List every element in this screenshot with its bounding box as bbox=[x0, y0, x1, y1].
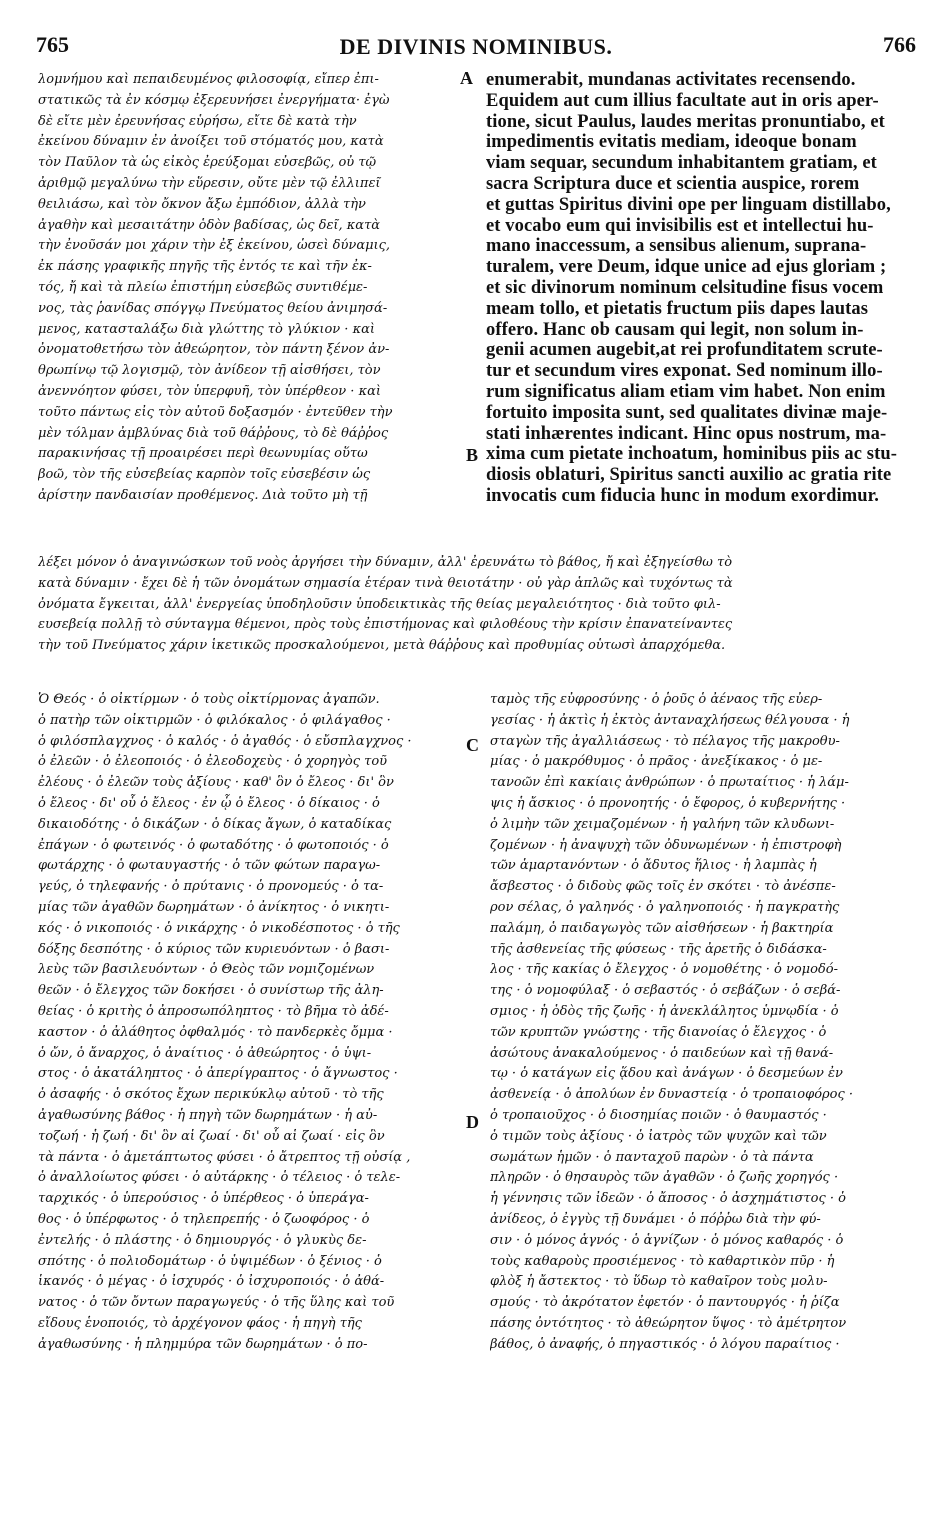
greek-line: μίας τῶν ἀγαθῶν δωρημάτων · ὁ ἀνίκητος · ὁ νικητι- bbox=[38, 899, 390, 915]
greek-line: σταγὼν τῆς ἀγαλλιάσεως · τὸ πέλαγος τῆς μακροθυ- bbox=[490, 733, 840, 749]
greek-line: τὴν τοῦ Πνεύματος χάριν ἱκετικῶς προσκαλούμενοι, μετὰ θάῤῥους καὶ προθυμίας οὑτωσὶ ἀπαρχόμεθα. bbox=[38, 638, 726, 654]
greek-line: ὁ τροπαιοῦχος · ὁ διοσημίας ποιῶν · ὁ θαυμαστός · bbox=[490, 1107, 827, 1123]
greek-line: ἐπάγων · ὁ φωτεινός · ὁ φωταδότης · ὁ φωτοποιός · ὁ bbox=[38, 837, 389, 853]
greek-line: τοῦτο πάντως εἰς τὸν αὐτοῦ δοξασμόν · ἐντεῦθεν τὴν bbox=[38, 404, 393, 420]
page-number-right: 766 bbox=[883, 32, 916, 57]
greek-line: θος · ὁ ὑπέρφωτος · ὁ τηλεπρεπής · ὁ ζωοφόρος · ὁ bbox=[38, 1211, 370, 1227]
greek-line: κός · ὁ νικοποιός · ὁ νικάρχης · ὁ νικοδέσποτος · ὁ τῆς bbox=[38, 920, 400, 936]
greek-line: ἡ γέννησις τῶν ἰδεῶν · ὁ ἄποσος · ὁ ἀσχημάτιστος · ὁ bbox=[490, 1191, 846, 1207]
greek-line: λεὺς τῶν βασιλευόντων · ὁ Θεὸς τῶν νομιζομένων bbox=[38, 962, 375, 978]
page-header bbox=[30, 26, 922, 60]
greek-line: παρακινήσας τῇ προαιρέσει περὶ θεωνυμίας οὕτω bbox=[38, 446, 368, 462]
greek-line: σωμάτων ἡμῶν · ὁ πανταχοῦ παρὼν · ὁ τὰ πάντα bbox=[490, 1149, 814, 1165]
greek-line: ἀσθενείᾳ · ὁ ἀπολύων ἐν δυναστείᾳ · ὁ τροπαιοφόρος · bbox=[490, 1087, 854, 1103]
greek-line: ευσεβείᾳ πολλῇ τὸ σύνταγμα θέμενοι, πρὸς τοὺς ἐπιστήμονας καὶ φιλοθέους τὴν κρίσιν ἐπανατείναντες bbox=[38, 617, 733, 633]
latin-line: tione, sicut Paulus, laudes meritas pronuntiabo, et bbox=[486, 111, 885, 132]
greek-line: ὁ ἀναλλοίωτος φύσει · ὁ αὐτάρκης · ὁ τέλειος · ὁ τελε- bbox=[38, 1170, 401, 1186]
latin-line: xima cum pietate inchoatum, hominibus piis ac stu- bbox=[486, 444, 898, 465]
greek-line: θείας · ὁ κριτὴς ὁ ἀπροσωπόληπτος · τὸ βῆμα τὸ ἀδέ- bbox=[38, 1003, 389, 1019]
greek-text-bottom-right bbox=[490, 690, 922, 1530]
greek-line: γεσίας · ἡ ἀκτὶς ἡ ἐκτὸς ἀνταναχλήσεως θέλγουσα · ἡ bbox=[490, 712, 850, 728]
greek-line: τῶν κρυπτῶν γνώστης · τῆς διανοίας ὁ ἔλεγχος · ὁ bbox=[490, 1024, 827, 1040]
greek-line: φλὸξ ἡ ἄστεκτος · τὸ ὕδωρ τὸ καθαῖρον τοὺς μολυ- bbox=[490, 1274, 828, 1290]
greek-line: δόξης δεσπότης · ὁ κύριος τῶν κυριευόντων · ὁ βασι- bbox=[38, 941, 390, 957]
greek-line: ὁ λιμὴν τῶν χειμαζομένων · ἡ γαλήνη τῶν κλυδωνι- bbox=[490, 816, 835, 832]
greek-line: εἴδους ἑνοποιός, τὸ ἀρχέγονον φάος · ἡ πηγὴ τῆς bbox=[38, 1315, 362, 1331]
greek-line: της · ὁ νομοφύλαξ · ὁ σεβαστός · ὁ σεβάζων · ὁ σεβά- bbox=[490, 983, 841, 999]
latin-line: rum significatus aliam etiam vim habet. Non enim bbox=[486, 381, 886, 402]
latin-line: diosis oblaturi, Spiritus sancti auxilio ac gratia rite bbox=[486, 465, 892, 486]
latin-line: genii acumen augebit,at rei profunditatem scrute- bbox=[486, 340, 883, 361]
latin-line: impedimentis evitatis mediam, ideoque bonam bbox=[486, 132, 857, 153]
greek-line: ὁ ἔλεος · δι' οὗ ὁ ἔλεος · ἐν ᾧ ὁ ἔλεος · ὁ δίκαιος · ὁ bbox=[38, 795, 380, 811]
greek-line: θειλιάσω, καὶ τὸν ὄκνον ἄξω ἐμπόδιον, ἀλλὰ τὴν bbox=[38, 196, 366, 212]
greek-line: κατὰ δύναμιν · ἔχει δὲ ἡ τῶν ὀνομάτων σημασία ἑτέραν τινὰ θειοτάτην · οὐ γὰρ ἁπλῶς καὶ τυχόντως τὰ bbox=[38, 575, 733, 591]
greek-line: ρον σέλας, ὁ γαληνός · ὁ γαληνοποιός · ἡ παγκρατὴς bbox=[490, 899, 840, 915]
greek-line: ταμὸς τῆς εὐφροσύνης · ὁ ῥοῦς ὁ ἀέναος τῆς εὐερ- bbox=[490, 692, 823, 707]
greek-line: βάθος, ὁ ἀναφής, ὁ πηγαστικός · ὁ λόγου παραίτιος · bbox=[490, 1336, 840, 1352]
greek-line: ἐκείνου δύναμιν ἐν ἀνοίξει τοῦ στόματός μου, κατὰ bbox=[38, 134, 384, 150]
greek-line: γεύς, ὁ τηλεφανής · ὁ πρύτανις · ὁ προνομεύς · ὁ τα- bbox=[38, 879, 384, 895]
greek-line: ἐκ πάσης γραφικῆς πηγῆς τῆς ἐντός τε καὶ τῆν ἐκ- bbox=[38, 259, 372, 275]
greek-line: ἐντελής · ὁ πλάστης · ὁ δημιουργός · ὁ γλυκὺς δε- bbox=[38, 1232, 367, 1248]
greek-line: μὲν τόλμαν ἀμβλύνας διὰ τοῦ θάῤῥους, τὸ δὲ θάῤῥος bbox=[38, 425, 389, 441]
greek-line: σμιος · ἡ ὁδὸς τῆς ζωῆς · ἡ ἀνεκλάλητος ὑμνῳδία · ὁ bbox=[490, 1003, 839, 1019]
greek-line: ὁ ἐλεῶν · ὁ ἐλεοποιός · ὁ ἐλεοδοχεὺς · ὁ χορηγὸς τοῦ bbox=[38, 754, 388, 770]
greek-line: Ὁ Θεός · ὁ οἰκτίρμων · ὁ τοὺς οἰκτίρμονας ἀγαπῶν. bbox=[38, 692, 380, 707]
running-title: DE DIVINIS NOMINIBUS. bbox=[339, 34, 613, 59]
greek-line: φωτάρχης · ὁ φωταυγαστής · ὁ τῶν φώτων παραγω- bbox=[38, 858, 381, 874]
greek-text-bottom-left bbox=[38, 690, 458, 1530]
greek-line: πληρῶν · ὁ θησαυρὸς τῶν ἀγαθῶν · ὁ ζωῆς χορηγός · bbox=[490, 1170, 839, 1186]
greek-line: ταρχικός · ὁ ὑπερούσιος · ὁ ὑπέρθεος · ὁ ὑπεράγα- bbox=[38, 1191, 369, 1207]
greek-line: ὁ πατὴρ τῶν οἰκτιρμῶν · ὁ φιλόκαλος · ὁ φιλάγαθος · bbox=[38, 712, 391, 728]
greek-line: ἄσβεστος · ὁ διδοὺς φῶς τοῖς ἐν σκότει · τὸ ἀνέσπε- bbox=[490, 879, 836, 895]
page-number-left: 765 bbox=[36, 32, 69, 57]
latin-line: offero. Hanc ob causam qui legit, non solum in- bbox=[486, 319, 864, 340]
greek-line: ἀνίδεος, ὁ ἐγγὺς τῇ δυνάμει · ὁ πόῤῥω διὰ τὴν φύ- bbox=[490, 1211, 821, 1227]
greek-line: δικαιοδότης · ὁ δικάζων · ὁ δίκας ἄγων, ὁ καταδίκας bbox=[38, 816, 392, 832]
greek-line: δὲ εἴτε μὲν ἐρευνήσας εὑρήσω, εἴτε δὲ κατὰ τὴν bbox=[38, 113, 357, 129]
greek-line: μενος, κατασταλάξω διὰ γλώττης τὸ γλύκιον · καὶ bbox=[38, 321, 375, 337]
latin-line: stati inhærentes indicant. Hinc opus nostrum, ma- bbox=[486, 423, 887, 444]
latin-line: invocatis cum fiducia hunc in modum exordimur. bbox=[486, 485, 879, 506]
greek-line: λος · τῆς κακίας ὁ ἔλεγχος · ὁ νομοθέτης · ὁ νομοδό- bbox=[490, 962, 838, 978]
greek-line: ὀνόματα ἔγκειται, ἀλλ' ἐνεργείας ὑποδηλοῦσιν ὑποδεικτικὰς τῆς θείας μεγαλειότητος · διὰ τοῦτο φιλ- bbox=[38, 596, 721, 612]
latin-translation-top bbox=[486, 70, 922, 550]
margin-marker-d: D bbox=[466, 1112, 479, 1132]
greek-line: τοζωή · ἡ ζωή · δι' ὃν αἱ ζωαί · δι' οὗ αἱ ζωαί · εἰς ὃν bbox=[38, 1128, 385, 1144]
greek-line: νος, τὰς ῥανίδας σπόγγῳ Πνεύματος θείου ἀνιμησά- bbox=[38, 300, 388, 316]
latin-line: mano inaccessum, a sensibus alienum, suprana- bbox=[486, 236, 867, 257]
latin-line: enumerabit, mundanas activitates recensendo. bbox=[486, 70, 856, 90]
greek-line: τὰ πάντα · ὁ ἀμετάπτωτος φύσει · ὁ ἄτρεπτος τῇ οὐσίᾳ , bbox=[38, 1149, 411, 1165]
greek-line: παλάμη, ὁ παιδαγωγὸς τῶν αἰσθήσεων · ἡ βακτηρία bbox=[490, 920, 834, 936]
latin-line: viam sequar, secundum inhabitantem gratiam, et bbox=[486, 153, 877, 174]
greek-line: ἀσώτους ἀνακαλούμενος · ὁ παιδεύων καὶ τῇ θανά- bbox=[490, 1045, 834, 1061]
greek-line: μίας · ὁ μακρόθυμος · ὁ πρᾶος · ἀνεξίκακος · ὁ με- bbox=[490, 754, 823, 770]
latin-line: meam tollo, et pietatis fructum piis dapes lautas bbox=[486, 298, 869, 319]
greek-line: λέξει μόνον ὁ ἀναγινώσκων τοῦ νοὸς ἀργήσει τὴν δύναμιν, ἀλλ' ἐρευνάτω τὸ βάθος, ἤ καὶ ἐξηγείσθω τὸ bbox=[38, 555, 733, 570]
margin-marker-a: A bbox=[460, 68, 473, 88]
latin-line: turalem, vere Deum, idque unice ad ejus gloriam ; bbox=[486, 257, 887, 278]
greek-line: ἀνεννόητον φύσει, τὸν ὑπερφυῆ, τὸν ὑπέρθεον · καὶ bbox=[38, 383, 381, 399]
greek-line: νατος · ὁ τῶν ὄντων παραγωγεύς · ὁ τῆς ὕλης καὶ τοῦ bbox=[38, 1295, 395, 1311]
greek-line: στατικῶς τὰ ἐν κόσμῳ ἐξερευνήσει ἐνεργήματα· ἐγὼ bbox=[38, 92, 390, 108]
greek-line: τῳ · ὁ κατάγων εἰς ᾅδου καὶ ἀνάγων · ὁ δεσμεύων ἐν bbox=[490, 1066, 843, 1082]
greek-line: ἀγαθωσύνης · ἡ πλημμύρα τῶν δωρημάτων · ὁ πο- bbox=[38, 1336, 368, 1352]
greek-line: καστον · ὁ ἀλάθητος ὀφθαλμός · τὸ πανδερκὲς ὄμμα · bbox=[38, 1024, 393, 1040]
greek-line: τανοῶν ἐπὶ κακίαις ἀνθρώπων · ὁ πρωταίτιος · ἡ λάμ- bbox=[490, 775, 849, 791]
greek-line: λομνήμου καὶ πεπαιδευμένος φιλοσοφίᾳ, εἴπερ ἐπι- bbox=[38, 72, 379, 87]
greek-line: τῶν ἁμαρτανόντων · ὁ ἄδυτος ἥλιος · ἡ λαμπὰς ἡ bbox=[490, 858, 817, 874]
greek-line: ψις ἡ ἄσκιος · ὁ προνοητής · ὁ ἔφορος, ὁ κυβερνήτης · bbox=[490, 795, 846, 811]
greek-line: στος · ὁ ἀκατάληπτος · ὁ ἀπερίγραπτος · ὁ ἄγνωστος · bbox=[38, 1066, 398, 1082]
greek-line: ἀρίστην πανδαισίαν προθέμενος. Διὰ τοῦτο μὴ τῇ bbox=[38, 487, 368, 503]
greek-line: βοῶ, τὸν τῆς εὐσεβείας καρπὸν τοῖς εὐσεβέσιν ὡς bbox=[38, 467, 371, 483]
greek-line: ἀριθμῷ μεγαλύνω τὴν εὕρεσιν, οὔτε μὲν τῷ ἐλλιπεῖ bbox=[38, 175, 381, 191]
greek-line: ὁ τιμῶν τοὺς ἀξίους · ὁ ἰατρὸς τῶν ψυχῶν καὶ τῶν bbox=[490, 1128, 827, 1144]
greek-line: ὁ ὤν, ὁ ἄναρχος, ὁ ἀναίτιος · ὁ ἀθεώρητος · ὁ ὑψι- bbox=[38, 1045, 372, 1061]
greek-line: ἀγαθὴν καὶ μεσαιτάτην ὁδὸν βαδίσας, ὡς δεῖ, κατὰ bbox=[38, 217, 381, 233]
greek-line: ἱκανός · ὁ μέγας · ὁ ἰσχυρός · ὁ ἰσχυροποιός · ὁ ἀθά- bbox=[38, 1274, 385, 1290]
greek-line: τὸν Παῦλον τὰ ὡς εἰκὸς ἐρεύξομαι εὐσεβῶς, οὐ τῷ bbox=[38, 155, 377, 171]
latin-line: sacra Scriptura duce et scientia auspice, rorem bbox=[486, 173, 860, 194]
greek-line: τός, ἤ καὶ τὰ πλείω ἐπιστήμη εὐσεβῶς συντιθέμε- bbox=[38, 279, 368, 295]
greek-line: ζομένων · ἡ ἀναψυχὴ τῶν ὀδυνωμένων · ἡ ἐπιστροφὴ bbox=[490, 837, 842, 853]
latin-line: fortuito imposita sunt, sed qualitates divinæ maje- bbox=[486, 402, 888, 423]
greek-line: ὁ ἀσαφής · ὁ σκότος ἔχων περικύκλῳ αὐτοῦ · τὸ τῆς bbox=[38, 1087, 384, 1103]
greek-line: τῆς ἀσθενείας τῆς φύσεως · τῆς ἀρετῆς ὁ διδάσκα- bbox=[490, 941, 827, 957]
greek-line: ὁ φιλόσπλαγχνος · ὁ καλός · ὁ ἀγαθός · ὁ εὔσπλαγχνος · bbox=[38, 733, 412, 749]
latin-line: et vocabo eum qui invisibilis est et intellectui hu- bbox=[486, 215, 874, 236]
latin-line: tur et secundum vires exponat. Sed nominum illo- bbox=[486, 361, 883, 382]
greek-line: σμούς · τὸ ἀκρότατον ἐφετόν · ὁ παντουργός · ἡ ῥίζα bbox=[490, 1295, 840, 1311]
latin-line: Equidem aut cum illius facultate aut in oris aper- bbox=[486, 90, 879, 111]
greek-line: σιν · ὁ μόνος ἁγνός · ὁ ἁγνίζων · ὁ μόνος καθαρός · ὁ bbox=[490, 1232, 844, 1248]
greek-text-fullwidth bbox=[38, 553, 922, 668]
greek-line: τὴν ἐνοῦσάν μοι χάριν τὴν ἐξ ἐκείνου, ὡσεὶ δύναμις, bbox=[38, 238, 391, 254]
margin-marker-c: C bbox=[466, 735, 479, 755]
greek-line: θεῶν · ὁ ἔλεγχος τῶν δοκήσει · ὁ συνίστωρ τῆς ἀλη- bbox=[38, 983, 384, 999]
greek-text-top bbox=[38, 70, 458, 570]
latin-line: et sic divinorum nominum celsitudine fisus vocem bbox=[486, 277, 884, 298]
latin-line: et guttas Spiritus divini ope per linguam distillabo, bbox=[486, 194, 891, 215]
greek-line: θρωπίνῳ τῷ λογισμῷ, τὸν ἀνίδεον τῇ αἰσθήσει, τὸν bbox=[38, 363, 381, 379]
greek-line: πάσης ὀντότητος · τὸ ἀθεώρητον ὕψος · τὸ ἀμέτρητον bbox=[490, 1315, 847, 1331]
greek-line: ἀγαθωσύνης βάθος · ἡ πηγὴ τῶν δωρημάτων · ἡ αὐ- bbox=[38, 1107, 378, 1123]
greek-line: ὀνοματοθετήσω τὸν ἀθεώρητον, τὸν πάντη ξένον ἀν- bbox=[38, 342, 390, 358]
margin-marker-b: B bbox=[466, 445, 479, 465]
greek-line: τοὺς καθαροὺς προσιέμενος · τὸ καθαρτικὸν πῦρ · ἡ bbox=[490, 1253, 835, 1269]
greek-line: ἐλέους · ὁ ἐλεῶν τοὺς ἀξίους · καθ' ὃν ὁ ἔλεος · δι' ὃν bbox=[38, 775, 394, 791]
greek-line: σπότης · ὁ πολιοδομάτωρ · ὁ ὑψιμέδων · ὁ ξένιος · ὁ bbox=[38, 1253, 382, 1269]
